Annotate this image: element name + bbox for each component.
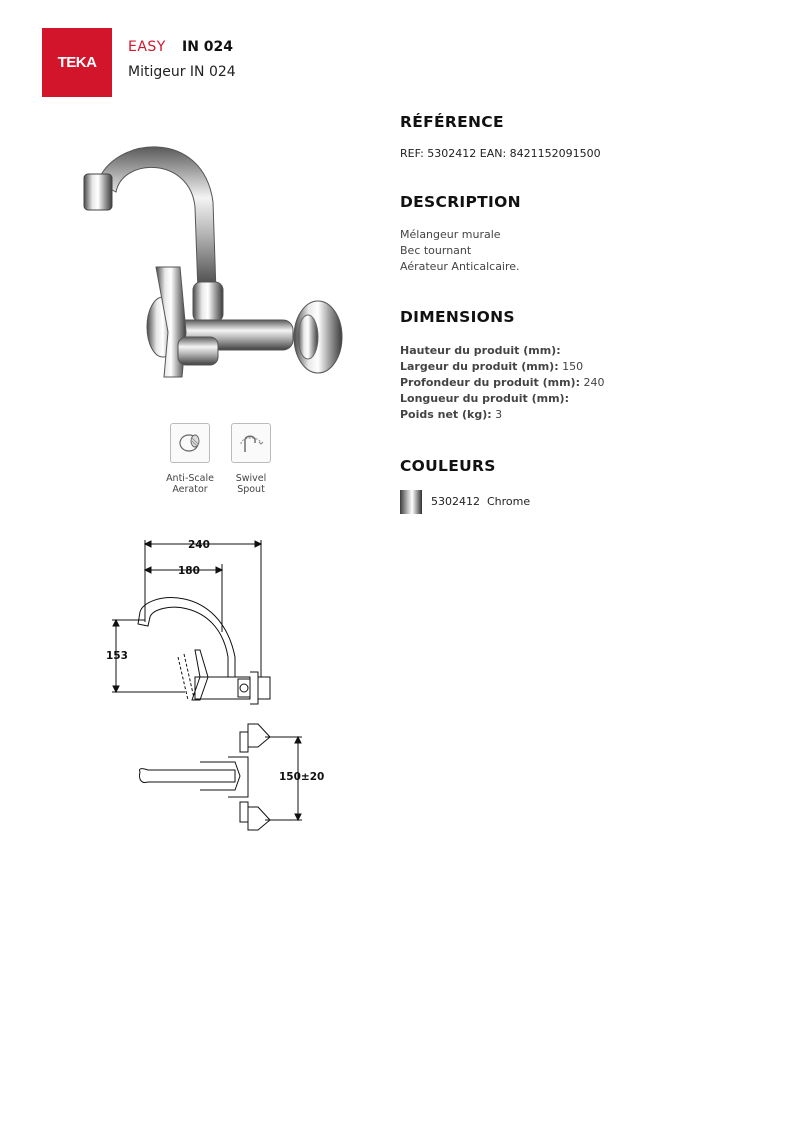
dim-width-label: 240 <box>188 539 210 551</box>
dimension-row <box>400 375 604 391</box>
dimensions-list <box>400 343 604 423</box>
dimension-row <box>400 407 604 423</box>
feature-label-line2: Spout <box>237 484 265 495</box>
dimensions-title: DIMENSIONS <box>400 308 515 326</box>
aerator-icon <box>170 423 210 463</box>
dimension-label: Profondeur du produit (mm): <box>400 376 580 389</box>
dimension-label: Poids net (kg): <box>400 408 492 421</box>
description-line: Bec tournant <box>400 244 472 257</box>
dimension-label: Hauteur du produit (mm): <box>400 344 561 357</box>
description-title: DESCRIPTION <box>400 193 521 211</box>
dim-spout-label: 180 <box>178 565 200 577</box>
dimension-row <box>400 391 604 407</box>
description-line: Mélangeur murale <box>400 228 501 241</box>
dimension-row <box>400 359 604 375</box>
series-name: EASY <box>128 39 166 55</box>
product-subtitle: Mitigeur IN 024 <box>128 64 236 80</box>
teka-logo <box>42 28 112 97</box>
technical-drawing <box>100 532 340 832</box>
model-name: IN 024 <box>182 39 234 55</box>
dimension-label: Largeur du produit (mm): <box>400 360 559 373</box>
reference-title: RÉFÉRENCE <box>400 113 504 131</box>
feature-swivel <box>211 423 291 495</box>
description-list <box>400 227 520 275</box>
swivel-icon <box>231 423 271 463</box>
dimension-value: 3 <box>495 408 503 421</box>
feature-label-line1: Anti-Scale <box>166 473 214 484</box>
chrome-swatch <box>400 490 422 514</box>
dimension-label: Longueur du produit (mm): <box>400 392 569 405</box>
description-line: Aérateur Anticalcaire. <box>400 260 520 273</box>
feature-label-line1: Swivel <box>235 473 267 484</box>
brand-name: TEKA <box>57 54 97 71</box>
feature-label-line2: Aerator <box>172 484 208 495</box>
reference-text: REF: 5302412 EAN: 8421152091500 <box>400 147 601 160</box>
dimension-value: 240 <box>583 376 605 389</box>
dimension-row <box>400 343 604 359</box>
colors-title: COULEURS <box>400 457 496 475</box>
dimension-value: 150 <box>562 360 584 373</box>
dim-height-label: 153 <box>106 650 128 662</box>
color-label: 5302412 Chrome <box>431 495 531 508</box>
product-photo <box>78 132 348 382</box>
dim-spacing-label: 150±20 <box>279 771 325 783</box>
